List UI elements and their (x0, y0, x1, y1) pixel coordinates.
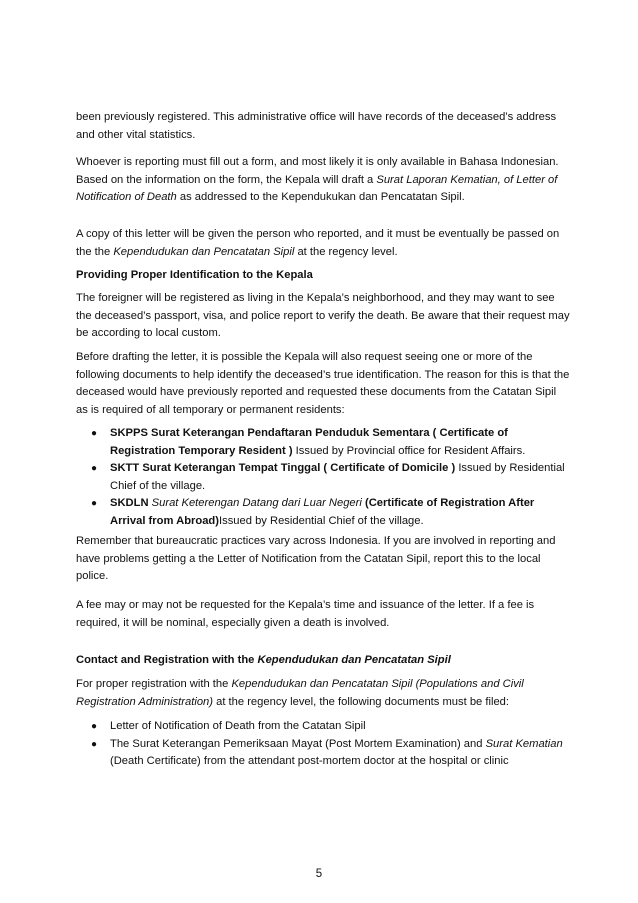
paragraph-text: been previously registered. This administrative office will have records of the deceased’s address and other vital statistics. (76, 111, 557, 141)
paragraph-letter-copy (76, 226, 571, 261)
paragraph-reporting-form (76, 154, 571, 207)
document-name: Surat Keterengan Datang dari Luar Negeri (148, 497, 362, 510)
list-item (76, 718, 571, 736)
paragraph-bureaucratic-practices (76, 533, 571, 586)
paragraph-foreigner-registration (76, 290, 571, 343)
italic-term: Surat Laporan Kematian, of Letter of Notification of Death (76, 173, 558, 204)
filing-documents-list (76, 718, 571, 771)
paragraph-fee (76, 597, 571, 632)
list-item-text: The Surat Keterangan Pemeriksaan Mayat (Post Mortem Examination) and (110, 737, 486, 750)
list-item-text: Letter of Notification of Death from the Catatan Sipil (110, 720, 366, 732)
italic-term: Surat Kematian (485, 737, 563, 750)
bullet-icon: ● (91, 428, 98, 439)
paragraph-documents-request (76, 349, 571, 419)
issuer-text: Issued by Residential Chief of the village. (110, 462, 565, 492)
paragraph-proper-registration (76, 676, 571, 711)
heading-italic-term: Kependudukan dan Pencatatan Sipil (257, 654, 451, 666)
bullet-icon: ● (91, 463, 98, 475)
paragraph-text: A fee may or may not be requested for the Kepala’s time and issuance of the letter. If a fee is required, it will be nominal, especially given a death is involved. (76, 599, 535, 629)
text-run: A copy of this letter will be given the person who reported, and it must be eventually be passed on the the (76, 228, 560, 258)
bullet-icon: ● (91, 721, 98, 732)
italic-term: Kependudukan dan Pencatatan Sipil (113, 245, 295, 258)
document-name: SKTT Surat Keterangan Tempat Tinggal ( Certificate of Domicile ) (110, 462, 456, 475)
section-heading-contact-registration (76, 652, 571, 670)
paragraph-text: The foreigner will be registered as living in the Kepala’s neighborhood, and they may want to see the deceased’s passport, visa, and police report to verify the death. Be aware that their request may be according to local custom. (76, 292, 570, 340)
page-number: 5 (315, 868, 323, 880)
text-run: at the regency level. (294, 245, 398, 258)
list-item (76, 495, 571, 530)
italic-term: Kependudukan dan Pencatatan Sipil (Populations and Civil Registration Administration) (76, 678, 524, 708)
section-heading-identification (76, 267, 571, 285)
bullet-icon: ● (91, 738, 98, 750)
document-name: SKPPS Surat Keterangan Pendaftaran Penduduk Sementara ( Certificate of Registration Temporary Resident ) (110, 427, 508, 457)
paragraph-text: Before drafting the letter, it is possible the Kepala will also request seeing one or more of the following documents to help identify the deceased’s true identification. The reason for this is that the deceased would have previously reported and requested these documents from the Catatan Sipil as is required of all temporary or permanent residents: (76, 351, 570, 416)
text-run: For proper registration with the (76, 678, 232, 690)
document-certificate: (Certificate of Registration After Arrival from Abroad) (110, 497, 535, 527)
heading-text: Providing Proper Identification to the Kepala (76, 269, 313, 281)
issuer-text: Issued by Residential Chief of the village. (219, 514, 424, 527)
list-item-text: (Death Certificate) from the attendant post-mortem doctor at the hospital or clinic (110, 755, 509, 768)
bullet-icon: ● (91, 498, 98, 510)
document-list (76, 425, 571, 531)
document-code: SKDLN (110, 497, 149, 510)
list-item (76, 460, 571, 495)
text-run: at the regency level, the following documents must be filed: (213, 695, 510, 708)
issuer-text: Issued by Provincial office for Resident Affairs. (292, 444, 526, 457)
list-item (76, 736, 571, 771)
paragraph-text: Remember that bureaucratic practices vary across Indonesia. If you are involved in reporting and have problems getting a the Letter of Notification from the Catatan Sipil, report this to the local police. (76, 535, 556, 583)
heading-text: Contact and Registration with the (76, 654, 258, 666)
text-run: Whoever is reporting must fill out a form, and most likely it is only available in Bahasa Indonesian. Based on the information on the form, the Kepala will draft a (76, 156, 559, 186)
text-run: as addressed to the Kependukukan dan Pencatatan Sipil. (176, 191, 465, 204)
paragraph-registration-records (76, 109, 571, 144)
list-item (76, 425, 571, 460)
